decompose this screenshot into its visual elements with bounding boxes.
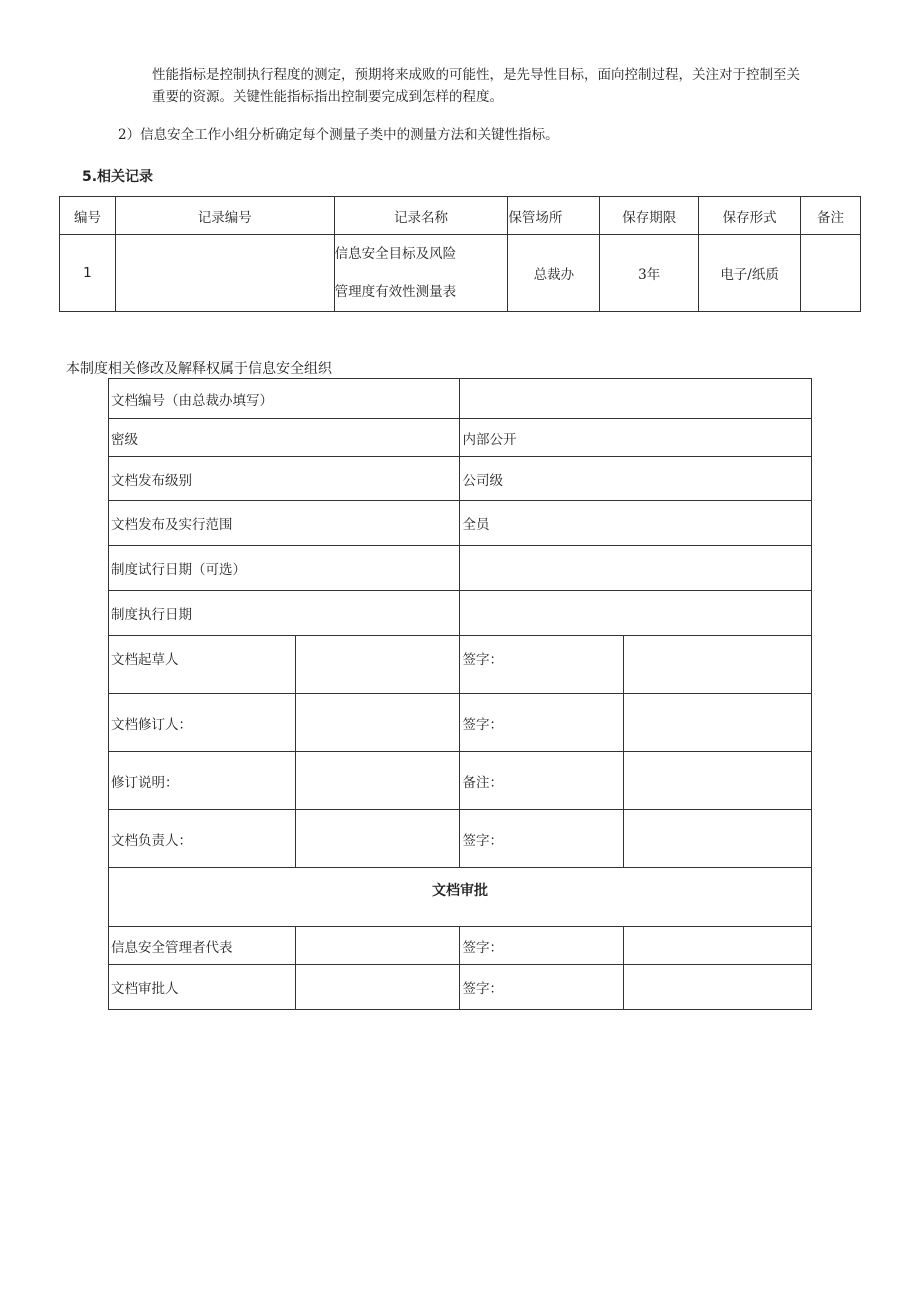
intro-item-2: 2）信息安全工作小组分析确定每个测量子类中的测量方法和关键性指标。 xyxy=(118,127,559,143)
table-row xyxy=(109,457,812,501)
remark-value xyxy=(624,752,812,810)
record-period: 3年 xyxy=(600,235,699,312)
owner-sign-value xyxy=(624,810,812,868)
table-row xyxy=(109,868,812,927)
approver-sign-value xyxy=(624,965,812,1010)
doc-no-value xyxy=(460,379,812,419)
drafter-value xyxy=(295,636,460,694)
scope-value: 全员 xyxy=(460,501,812,546)
approver-sign-label: 签字： xyxy=(460,965,624,1010)
approver-value xyxy=(295,965,460,1010)
reviser-value xyxy=(295,694,460,752)
scope-label: 文档发布及实行范围 xyxy=(109,501,460,546)
record-name-line-1: 信息安全目标及风险 xyxy=(334,246,457,262)
table-row xyxy=(109,636,812,694)
header-cell: 编号 xyxy=(60,197,116,235)
table-row xyxy=(109,501,812,546)
record-name-line-2: 管理度有效性测量表 xyxy=(334,284,457,300)
table-row xyxy=(109,752,812,810)
trial-date-value xyxy=(460,546,812,591)
table-row xyxy=(109,965,812,1010)
rights-statement: 本制度相关修改及解释权属于信息安全组织 xyxy=(66,361,332,377)
records-header-row xyxy=(60,197,861,235)
table-row xyxy=(109,379,812,419)
reviser-sign-label: 签字： xyxy=(460,694,624,752)
record-location: 总裁办 xyxy=(508,235,600,312)
exec-date-label: 制度执行日期 xyxy=(109,591,460,636)
table-row xyxy=(109,546,812,591)
record-form: 电子/纸质 xyxy=(699,235,801,312)
exec-date-value xyxy=(460,591,812,636)
trial-date-label: 制度试行日期（可选） xyxy=(109,546,460,591)
header-cell: 记录名称 xyxy=(334,197,508,235)
owner-label: 文档负责人： xyxy=(109,810,296,868)
records-table xyxy=(59,196,861,312)
table-row xyxy=(109,927,812,965)
approval-title: 文档审批 xyxy=(109,868,812,927)
section-5-title: 5.相关记录 xyxy=(82,169,154,185)
release-level-label: 文档发布级别 xyxy=(109,457,460,501)
release-level-value: 公司级 xyxy=(460,457,812,501)
approver-label: 文档审批人 xyxy=(109,965,296,1010)
secret-value: 内部公开 xyxy=(460,419,812,457)
table-row xyxy=(109,810,812,868)
intro-line-2: 重要的资源。关键性能指标指出控制要完成到怎样的程度。 xyxy=(152,89,503,105)
owner-value xyxy=(295,810,460,868)
reviser-label: 文档修订人： xyxy=(109,694,296,752)
intro-line-1: 性能指标是控制执行程度的测定，预期将来成败的可能性，是先导性目标，面向控制过程，关注对于控制至关 xyxy=(152,67,800,83)
reviser-sign-value xyxy=(624,694,812,752)
remark-label: 备注： xyxy=(460,752,624,810)
drafter-label: 文档起草人 xyxy=(109,636,296,694)
header-cell: 保存期限 xyxy=(600,197,699,235)
table-row xyxy=(60,235,861,312)
secret-label: 密级 xyxy=(109,419,460,457)
header-cell: 备注 xyxy=(801,197,861,235)
revision-note-label: 修订说明： xyxy=(109,752,296,810)
record-name xyxy=(334,235,508,312)
doc-no-label: 文档编号（由总裁办填写） xyxy=(109,379,460,419)
security-rep-label: 信息安全管理者代表 xyxy=(109,927,296,965)
owner-sign-label: 签字： xyxy=(460,810,624,868)
revision-note-value xyxy=(295,752,460,810)
security-rep-sign-value xyxy=(624,927,812,965)
document-info-table xyxy=(108,378,812,1010)
header-cell: 保管场所 xyxy=(508,197,600,235)
table-row xyxy=(109,694,812,752)
security-rep-value xyxy=(295,927,460,965)
security-rep-sign-label: 签字： xyxy=(460,927,624,965)
drafter-sign-label: 签字： xyxy=(460,636,624,694)
record-no: 1 xyxy=(60,235,116,312)
table-row xyxy=(109,591,812,636)
table-row xyxy=(109,419,812,457)
drafter-sign-value xyxy=(624,636,812,694)
record-id xyxy=(115,235,334,312)
header-cell: 记录编号 xyxy=(115,197,334,235)
header-cell: 保存形式 xyxy=(699,197,801,235)
record-note xyxy=(801,235,861,312)
